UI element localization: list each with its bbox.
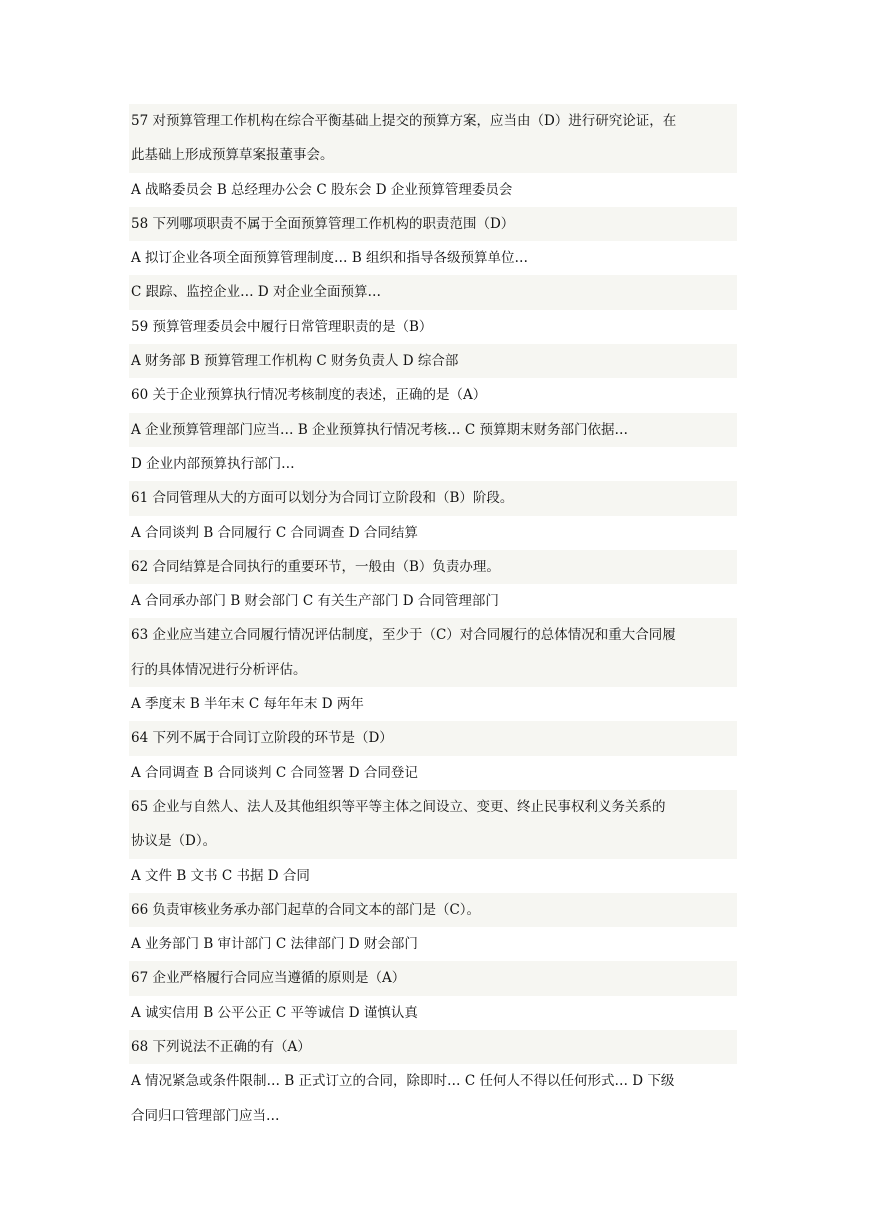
text-line-29: A 情况紧急或条件限制… B 正式订立的合同，除即时… C 任何人不得以任何形式… D 下级: [129, 1064, 737, 1098]
text-line-17: 行的具体情况进行分析评估。: [129, 653, 737, 687]
text-line-27: A 诚实信用 B 公平公正 C 平等诚信 D 谨慎认真: [129, 996, 737, 1030]
document-body: [129, 104, 737, 1133]
text-line-10: A 企业预算管理部门应当… B 企业预算执行情况考核… C 预算期末财务部门依据…: [129, 413, 737, 447]
text-line-22: 协议是（D）。: [129, 824, 737, 858]
text-line-20: A 合同调查 B 合同谈判 C 合同签署 D 合同登记: [129, 756, 737, 790]
text-line-2: 此基础上形成预算草案报董事会。: [129, 138, 737, 172]
text-line-8: A 财务部 B 预算管理工作机构 C 财务负责人 D 综合部: [129, 344, 737, 378]
text-line-1: 57 对预算管理工作机构在综合平衡基础上提交的预算方案，应当由（D）进行研究论证，在: [129, 104, 737, 138]
text-line-5: A 拟订企业各项全面预算管理制度… B 组织和指导各级预算单位…: [129, 241, 737, 275]
text-line-19: 64 下列不属于合同订立阶段的环节是（D）: [129, 721, 737, 755]
text-line-9: 60 关于企业预算执行情况考核制度的表述，正确的是（A）: [129, 378, 737, 412]
text-line-7: 59 预算管理委员会中履行日常管理职责的是（B）: [129, 310, 737, 344]
text-line-18: A 季度末 B 半年末 C 每年年末 D 两年: [129, 687, 737, 721]
text-line-15: A 合同承办部门 B 财会部门 C 有关生产部门 D 合同管理部门: [129, 584, 737, 618]
text-line-13: A 合同谈判 B 合同履行 C 合同调查 D 合同结算: [129, 516, 737, 550]
text-line-11: D 企业内部预算执行部门…: [129, 447, 737, 481]
text-line-12: 61 合同管理从大的方面可以划分为合同订立阶段和（B）阶段。: [129, 481, 737, 515]
text-line-23: A 文件 B 文书 C 书据 D 合同: [129, 859, 737, 893]
text-line-21: 65 企业与自然人、法人及其他组织等平等主体之间设立、变更、终止民事权利义务关系的: [129, 790, 737, 824]
text-line-3: A 战略委员会 B 总经理办公会 C 股东会 D 企业预算管理委员会: [129, 173, 737, 207]
text-line-4: 58 下列哪项职责不属于全面预算管理工作机构的职责范围（D）: [129, 207, 737, 241]
text-line-28: 68 下列说法不正确的有（A）: [129, 1030, 737, 1064]
text-line-26: 67 企业严格履行合同应当遵循的原则是（A）: [129, 961, 737, 995]
text-line-6: C 跟踪、监控企业… D 对企业全面预算…: [129, 275, 737, 309]
text-line-25: A 业务部门 B 审计部门 C 法律部门 D 财会部门: [129, 927, 737, 961]
text-line-16: 63 企业应当建立合同履行情况评估制度，至少于（C）对合同履行的总体情况和重大合同履: [129, 618, 737, 652]
text-line-30: 合同归口管理部门应当…: [129, 1099, 737, 1133]
text-line-14: 62 合同结算是合同执行的重要环节，一般由（B）负责办理。: [129, 550, 737, 584]
text-line-24: 66 负责审核业务承办部门起草的合同文本的部门是（C）。: [129, 893, 737, 927]
